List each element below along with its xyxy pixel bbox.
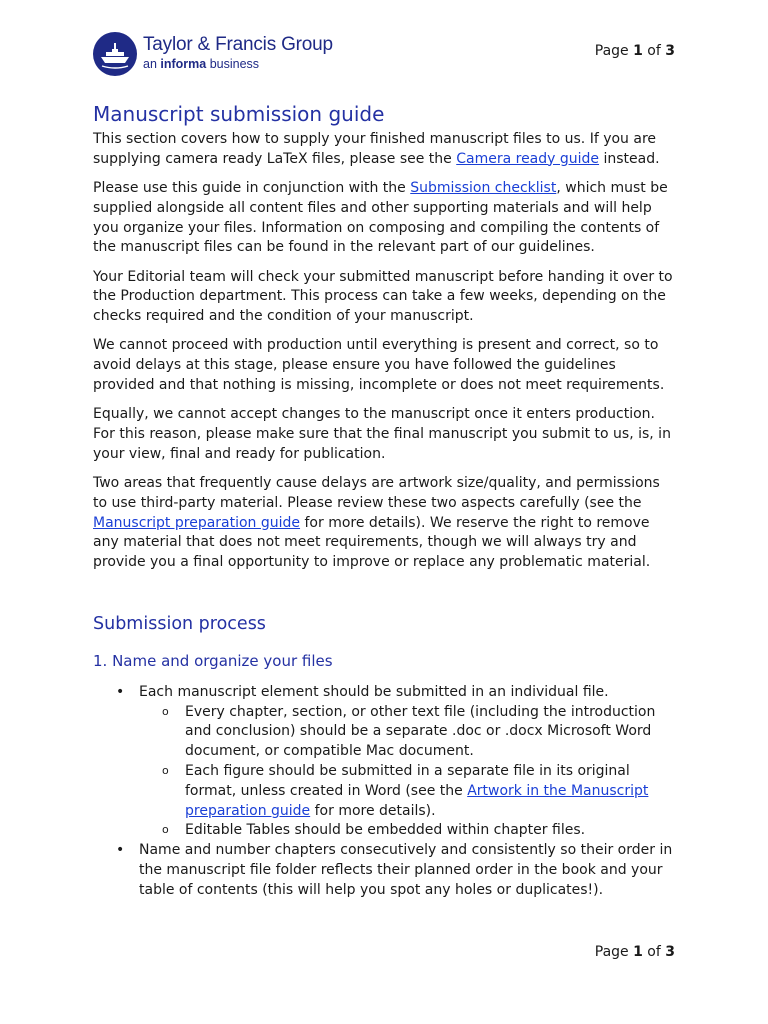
paragraph-delays xyxy=(93,474,675,573)
sub2-text-b: for more details). xyxy=(310,802,436,819)
paragraph-intro xyxy=(93,130,675,170)
sub2-text-a: Each figure should be submitted in a separate file in its original format, unless created in Word (see the xyxy=(185,763,630,799)
p1-text-b: instead. xyxy=(599,150,660,167)
list-item: o Every chapter, section, or other text file (including the introduction and conclusion) should be a separate .doc or .docx Microsoft Word document, or compatible Mac document. xyxy=(185,703,675,762)
page-total: 3 xyxy=(665,43,675,59)
page-title: Manuscript submission guide xyxy=(93,102,385,126)
logo-wordmark xyxy=(143,34,333,72)
footer-page-of: of xyxy=(642,944,666,960)
logo-tagline-suffix: business xyxy=(206,57,260,71)
page-of: of xyxy=(642,43,666,59)
page-number-header xyxy=(595,43,675,59)
list-item: o Editable Tables should be embedded within chapter files. xyxy=(185,821,675,841)
p1-text-a: This section covers how to supply your finished manuscript files to us. If you are supplying camera ready LaTeX files, please see the xyxy=(93,131,657,167)
footer-page-label: Page xyxy=(594,944,634,960)
artwork-guide-link[interactable]: Artwork in the Manuscript preparation guide xyxy=(185,782,649,819)
paragraph-editorial: Your Editorial team will check your submitted manuscript before handing it over to the Production department. This process can take a few weeks, depending on the checks required and the condition of your manuscript. xyxy=(93,268,673,325)
files-bullet-list xyxy=(93,683,675,901)
logo-tagline-prefix: an xyxy=(143,57,161,71)
list-item xyxy=(185,762,675,821)
paragraph-production: We cannot proceed with production until everything is present and correct, so to avoid delays at this stage, please ensure you have followed the guidelines provided and that nothing is missing, incomplete or does not meet requirements. xyxy=(93,337,665,393)
p6-text-a: Two areas that frequently cause delays are artwork size/quality, and permissions to use third-party material. Please review these two aspects carefully (see the xyxy=(93,474,660,511)
logo-tagline-bold: informa xyxy=(160,57,207,71)
subsection-title-name-files: 1. Name and organize your files xyxy=(93,651,333,670)
list-item: • Name and number chapters consecutively and consistently so their order in the manuscript file folder reflects their planned order in the book and your table of contents (this will help you spot any holes or duplicates!). xyxy=(139,841,675,900)
files-sub-list xyxy=(139,703,675,842)
bullet-text-individual-file: Each manuscript element should be submitted in an individual file. xyxy=(139,683,609,700)
page-header xyxy=(93,28,675,78)
document-body xyxy=(93,102,675,901)
page-current: 1 xyxy=(633,43,643,59)
p2-text-b: , which must be supplied alongside all content files and other supporting materials and will help you organize your files. Information on composing and compiling the contents of the manuscript files can be found in the relevant part of our guidelines. xyxy=(93,179,668,256)
list-item xyxy=(139,683,675,841)
p2-text-a: Please use this guide in conjunction with the xyxy=(93,179,411,196)
footer-page-current: 1 xyxy=(633,944,643,960)
ship-logo-icon xyxy=(93,32,137,76)
section-title-submission-process: Submission process xyxy=(93,613,266,634)
paragraph-changes: Equally, we cannot accept changes to the manuscript once it enters production. For this reason, please make sure that the final manuscript you submit to us, is, in your view, final and ready for publication. xyxy=(93,406,671,462)
footer-page-total: 3 xyxy=(665,944,675,960)
manuscript-preparation-guide-link[interactable]: Manuscript preparation guide xyxy=(93,514,301,531)
paragraph-checklist xyxy=(93,179,675,258)
p6-text-b: for more details). We reserve the right to remove any material that does not meet requirements, though we will always try and provide you a final opportunity to improve or replace any problematic material. xyxy=(93,514,651,571)
submission-checklist-link[interactable]: Submission checklist xyxy=(410,179,557,196)
page-number-footer xyxy=(595,944,675,960)
logo-name: Taylor & Francis Group xyxy=(143,34,333,55)
page-label: Page xyxy=(594,43,634,59)
taylor-francis-logo xyxy=(93,30,353,76)
logo-tagline xyxy=(143,56,333,72)
camera-ready-guide-link[interactable]: Camera ready guide xyxy=(456,150,600,167)
